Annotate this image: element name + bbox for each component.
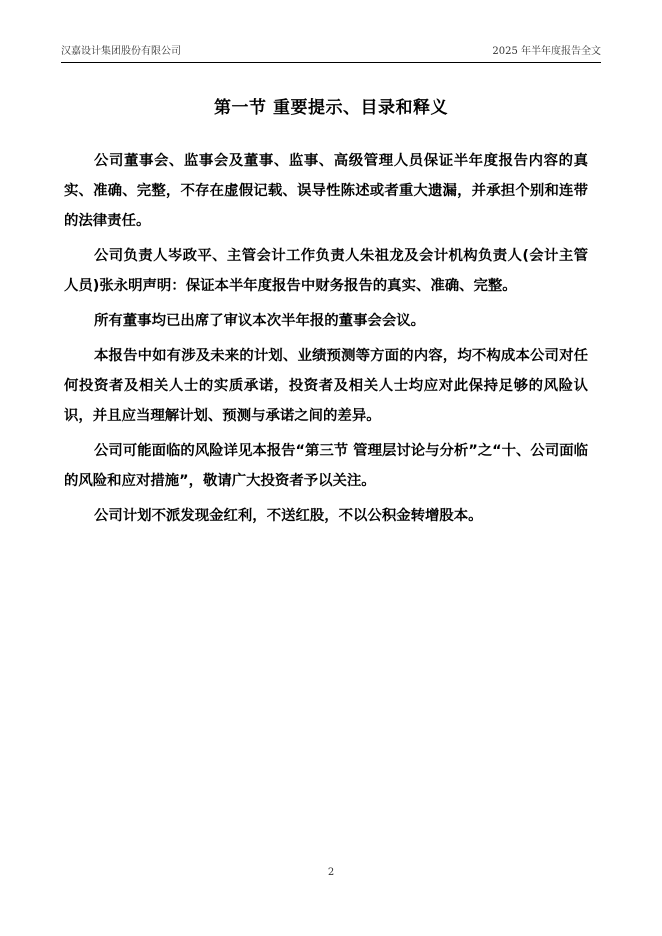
report-title: 2025 年半年度报告全文 <box>492 46 601 57</box>
paragraph-executive-statement: 公司负责人岑政平、主管会计工作负责人朱祖龙及会计机构负责人(会计主管人员)张永明声明：保证本半年度报告中财务报告的真实、准确、完整。 <box>64 248 588 294</box>
paragraph-board-guarantee: 公司董事会、监事会及董事、监事、高级管理人员保证半年度报告内容的真实、准确、完整，不存在虚假记载、误导性陈述或者重大遗漏，并承担个别和连带的法律责任。 <box>64 153 588 229</box>
paragraph-board-attendance: 所有董事均已出席了审议本次半年报的董事会会议。 <box>94 313 425 329</box>
page-number: 2 <box>327 867 335 878</box>
paragraph-forward-looking-disclaimer: 本报告中如有涉及未来的计划、业绩预测等方面的内容，均不构成本公司对任何投资者及相关人士的实质承诺，投资者及相关人士均应对此保持足够的风险认识，并且应当理解计划、预测与承诺之间的差异。 <box>64 348 588 424</box>
paragraph-dividend-plan: 公司计划不派发现金红利，不送红股，不以公积金转增股本。 <box>94 508 483 524</box>
section-title: 第一节 重要提示、目录和释义 <box>214 98 448 118</box>
page-header <box>61 44 601 63</box>
important-notice-body <box>64 146 588 536</box>
company-name: 汉嘉设计集团股份有限公司 <box>61 46 181 57</box>
paragraph-risk-notice: 公司可能面临的风险详见本报告“第三节 管理层讨论与分析”之“十、公司面临的风险和应对措施”，敬请广大投资者予以关注。 <box>64 443 588 489</box>
